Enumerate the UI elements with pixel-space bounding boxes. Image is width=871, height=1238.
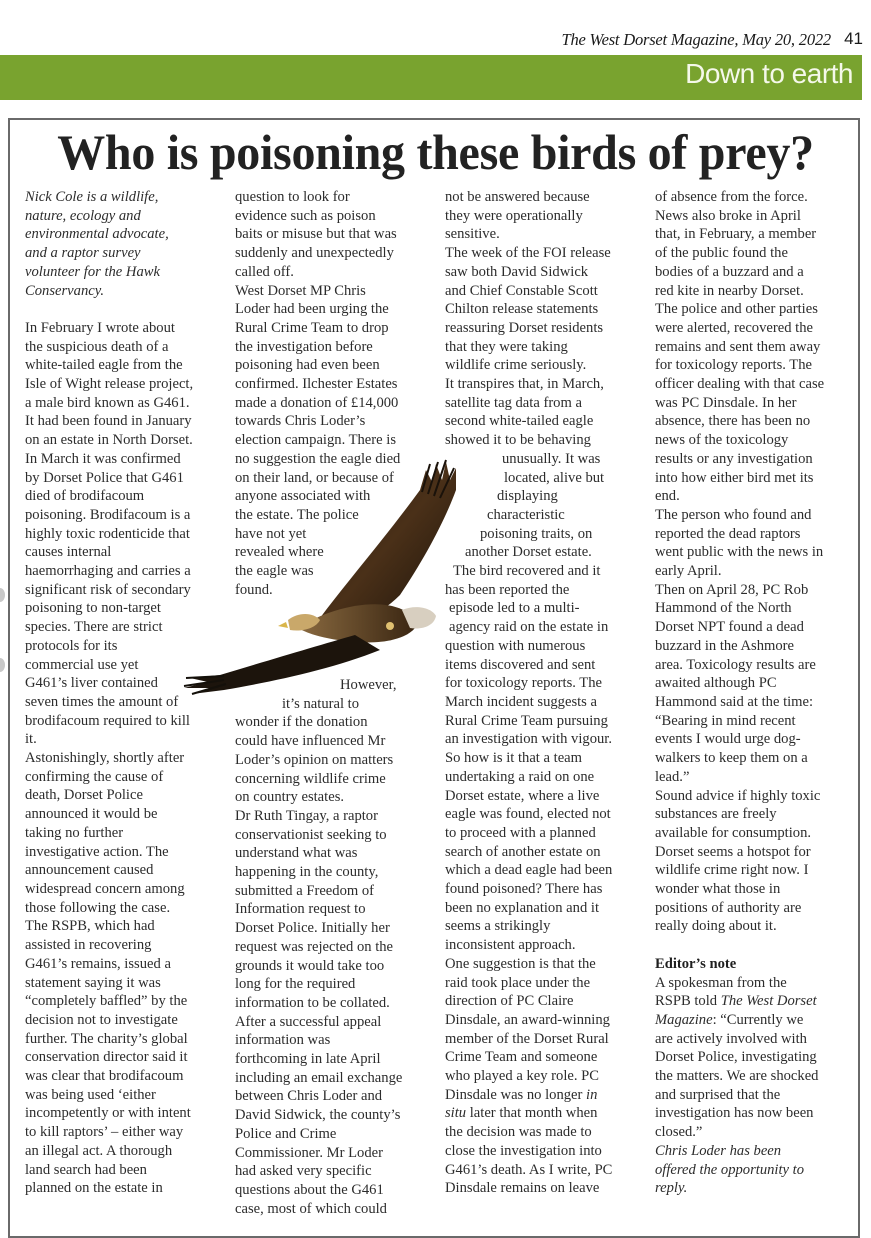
text-line: G461’s death. As I write, PC xyxy=(445,1161,613,1178)
text-line: it. xyxy=(25,731,37,748)
text-line: had asked very specific xyxy=(235,1163,372,1180)
text-line: Hammond said at the time: xyxy=(655,693,814,710)
text-line: the eagle was xyxy=(235,563,314,580)
text-line: forthcoming in late April xyxy=(235,1051,381,1068)
text-line: News also broke in April xyxy=(655,207,801,224)
text-line: found poisoned? There has xyxy=(445,881,603,898)
column-2 xyxy=(235,188,437,599)
text-line: nature, ecology and xyxy=(25,207,141,224)
text-line: to kill raptors’ – either way xyxy=(25,1124,184,1141)
text-line: Chris Loder has been xyxy=(655,1142,782,1159)
in-situ-line: Dinsdale was no longer in xyxy=(445,1086,598,1103)
text-line: close the investigation into xyxy=(445,1142,602,1159)
text-line: Dorset estate, where a live xyxy=(445,787,600,804)
text-line: wonder if the donation xyxy=(235,714,368,731)
column-3-text-wrap xyxy=(445,450,647,637)
text-line: the matters. We are shocked xyxy=(655,1068,819,1085)
text-line: volunteer for the Hawk xyxy=(25,263,160,280)
text-line: officer dealing with that case xyxy=(655,376,825,393)
text-line: an illegal act. A thorough xyxy=(25,1142,173,1159)
text-line: commercial use yet xyxy=(25,656,139,673)
text-line: reassuring Dorset residents xyxy=(445,319,604,336)
text-line: investigation has now been xyxy=(655,1105,814,1122)
text-line: to proceed with a planned xyxy=(445,824,596,841)
text-line: statement saying it was xyxy=(25,974,161,991)
text-line: “completely baffled” by the xyxy=(25,993,188,1010)
text-line: It transpires that, in March, xyxy=(445,376,604,393)
text-line: on their land, or because of xyxy=(235,469,394,486)
text-line: made a donation of £14,000 xyxy=(235,394,399,411)
text-line: brodifacoum required to kill xyxy=(25,712,190,729)
column-2-text-bottom xyxy=(235,676,437,1218)
text-line: undertaking a raid on one xyxy=(445,768,595,785)
column-3-text-end xyxy=(445,1123,647,1198)
text-line: Dorset seems a hotspot for xyxy=(655,843,811,860)
text-line: which a dead eagle had been xyxy=(445,862,613,879)
text-line: was clear that brodifacoum xyxy=(25,1068,184,1085)
text-line: confirming the cause of xyxy=(25,768,164,785)
text-line: and Chief Constable Scott xyxy=(445,282,598,299)
text-line: baits or misuse but that was xyxy=(235,226,397,243)
text-line: saw both David Sidwick xyxy=(445,263,589,280)
text-line: search of another estate on xyxy=(445,843,601,860)
text-line: incompetently or with intent xyxy=(25,1105,191,1122)
editors-note-line: Magazine: “Currently we xyxy=(655,1011,804,1028)
text-line: walkers to keep them on a xyxy=(655,750,808,767)
text-line: that they were taking xyxy=(445,338,568,355)
text-line: request was rejected on the xyxy=(235,938,394,955)
column-2-lower xyxy=(235,676,437,1218)
text-line: and a raptor survey xyxy=(25,245,141,262)
text-line: towards Chris Loder’s xyxy=(235,413,366,430)
text-line: information was xyxy=(235,1032,331,1049)
text-line: and surprised that the xyxy=(655,1086,781,1103)
text-line: wildlife crime seriously. xyxy=(445,357,587,374)
text-line: poisoning. Brodifacoum is a xyxy=(25,506,191,523)
text-line: Dorset Police. Initially her xyxy=(235,920,390,937)
text-line: buzzard in the Ashmore xyxy=(655,637,795,654)
text-line: happening in the county, xyxy=(235,864,379,881)
text-line: it’s natural to xyxy=(282,695,360,712)
text-line: In March it was confirmed xyxy=(25,450,181,467)
page-number: 41 xyxy=(844,29,863,48)
text-line: results or any investigation xyxy=(655,450,813,467)
text-line: causes internal xyxy=(25,544,112,561)
text-line: grounds it would take too xyxy=(235,957,385,974)
text-line: The person who found and xyxy=(655,506,812,523)
text-line: including an email exchange xyxy=(235,1069,403,1086)
text-line: member of the Dorset Rural xyxy=(445,1030,609,1047)
text-line: satellite tag data from a xyxy=(445,394,582,411)
text-line: direction of PC Claire xyxy=(445,993,574,1010)
text-line: reported the dead raptors xyxy=(655,525,801,542)
text-line: into how either bird met its xyxy=(655,469,814,486)
column-4-text xyxy=(655,188,855,936)
text-line: revealed where xyxy=(235,544,324,561)
text-line: for toxicology reports. The xyxy=(445,675,602,692)
text-line: Loder had been urging the xyxy=(235,301,389,318)
text-line: white-tailed eagle from the xyxy=(25,357,183,374)
text-line: question with numerous xyxy=(445,637,586,654)
text-line: land search had been xyxy=(25,1161,147,1178)
text-line: confirmed. Ilchester Estates xyxy=(235,376,398,393)
text-line: the decision was made to xyxy=(445,1124,592,1141)
text-line: on country estates. xyxy=(235,789,345,806)
text-line: question to look for xyxy=(235,189,350,205)
text-line: events I would urge dog- xyxy=(655,731,801,748)
column-3-text-bottom xyxy=(445,637,647,1086)
text-line: further. The charity’s global xyxy=(25,1030,188,1047)
text-line: eagle was found, elected not xyxy=(445,806,611,823)
text-line: not be answered because xyxy=(445,189,590,205)
text-line: Nick Cole is a wildlife, xyxy=(25,189,159,205)
text-line: are actively involved with xyxy=(655,1030,807,1047)
text-line: After a successful appeal xyxy=(235,1013,382,1030)
text-line: called off. xyxy=(235,263,294,280)
text-line: poisoning traits, on xyxy=(480,525,593,542)
text-line: Conservancy. xyxy=(25,282,105,299)
text-line: of the public found the xyxy=(655,245,788,262)
column-3 xyxy=(445,188,647,1198)
text-line: The RSPB, which had xyxy=(25,918,155,935)
text-line: awaited although PC xyxy=(655,675,777,692)
text-line: assisted in recovering xyxy=(25,937,152,954)
column-4 xyxy=(655,188,855,1198)
text-line: G461’s remains, issued a xyxy=(25,955,171,972)
text-line: characteristic xyxy=(487,506,565,523)
text-line: concerning wildlife crime xyxy=(235,770,386,787)
editors-note-text xyxy=(655,1030,855,1142)
text-line: understand what was xyxy=(235,845,358,862)
text-line: Dr Ruth Tingay, a raptor xyxy=(235,807,378,824)
text-line: sensitive. xyxy=(445,226,500,243)
text-line: highly toxic rodenticide that xyxy=(25,525,190,542)
text-line: widespread concern among xyxy=(25,881,185,897)
text-line: investigative action. The xyxy=(25,843,169,860)
editors-note-heading: Editor’s note xyxy=(655,955,737,972)
text-line: the investigation before xyxy=(235,338,373,355)
text-line: Astonishingly, shortly after xyxy=(25,750,185,767)
text-line: planned on the estate in xyxy=(25,1180,163,1197)
editors-note-reply xyxy=(655,1142,855,1198)
text-line: went public with the news in xyxy=(655,544,824,561)
text-line: submitted a Freedom of xyxy=(235,882,375,899)
text-line: announcement caused xyxy=(25,862,154,879)
editors-note-line: RSPB told The West Dorset xyxy=(655,993,817,1010)
text-line: positions of authority are xyxy=(655,899,802,916)
text-line: decision not to investigate xyxy=(25,1011,178,1028)
text-line: substances are freely xyxy=(655,806,777,823)
text-line: announced it would be xyxy=(25,806,158,823)
text-line: were alerted, recovered the xyxy=(655,319,813,336)
text-line: early April. xyxy=(655,563,722,580)
text-line: those following the case. xyxy=(25,899,171,916)
text-line: red kite in nearby Dorset. xyxy=(655,282,804,299)
text-line: Chilton release statements xyxy=(445,301,599,318)
text-line: Then on April 28, PC Rob xyxy=(655,581,809,598)
text-line: who played a key role. PC xyxy=(445,1068,600,1085)
text-line: David Sidwick, the county’s xyxy=(235,1107,401,1124)
text-line: no suggestion the eagle died xyxy=(235,450,401,467)
text-line: haemorrhaging and carries a xyxy=(25,563,191,580)
text-line: protocols for its xyxy=(25,637,118,654)
text-line: located, alive but xyxy=(504,469,605,486)
text-line: been no explanation and it xyxy=(445,899,599,916)
text-line: news of the toxicology xyxy=(655,432,789,449)
text-line: on an estate in North Dorset. xyxy=(25,432,193,449)
text-line: reply. xyxy=(655,1180,688,1197)
text-line: the estate. The police xyxy=(235,506,359,523)
column-2-text-top xyxy=(235,188,437,599)
text-line: items discovered and sent xyxy=(445,656,596,673)
text-line: Police and Crime xyxy=(235,1125,337,1142)
text-line: Dorset NPT found a dead xyxy=(655,619,804,636)
text-line: the suspicious death of a xyxy=(25,338,169,355)
text-line: showed it to be behaving xyxy=(445,432,591,449)
text-line: Commissioner. Mr Loder xyxy=(235,1144,383,1161)
text-line: a male bird known as G461. xyxy=(25,394,190,411)
text-line: In February I wrote about xyxy=(25,319,175,336)
text-line: anyone associated with xyxy=(235,488,371,505)
text-line: The week of the FOI release xyxy=(445,245,611,262)
column-3-text-top xyxy=(445,188,647,450)
section-label: Down to earth xyxy=(685,58,853,89)
text-line: Dinsdale remains on leave xyxy=(445,1180,600,1197)
text-line: remains and sent them away xyxy=(655,338,821,355)
text-line: Dinsdale, an award-winning xyxy=(445,1011,610,1028)
text-line: an investigation with vigour. xyxy=(445,731,613,748)
publication-line: The West Dorset Magazine, May 20, 2022 xyxy=(561,30,831,49)
text-line: seven times the amount of xyxy=(25,693,179,710)
article-headline: Who is poisoning these birds of prey? xyxy=(57,124,814,180)
text-line: has been reported the xyxy=(445,581,570,598)
text-line: taking no further xyxy=(25,824,124,841)
text-line: end. xyxy=(655,488,680,505)
text-line: second white-tailed eagle xyxy=(445,413,594,430)
text-line: case, most of which could xyxy=(235,1200,387,1217)
text-line: conservationist seeking to xyxy=(235,826,387,843)
text-line: species. There are strict xyxy=(25,619,163,636)
text-line: environmental advocate, xyxy=(25,226,169,243)
text-line: election campaign. There is xyxy=(235,432,397,449)
text-line: Dorset Police, investigating xyxy=(655,1049,817,1066)
text-line: raid took place under the xyxy=(445,974,591,991)
text-line: bodies of a buzzard and a xyxy=(655,263,804,280)
text-line: Isle of Wight release project, xyxy=(25,376,194,393)
text-line: offered the opportunity to xyxy=(655,1161,805,1178)
text-line: Hammond of the North xyxy=(655,600,792,617)
text-line: absence, there has been no xyxy=(655,413,811,430)
text-line: West Dorset MP Chris xyxy=(235,282,366,299)
text-line: could have influenced Mr xyxy=(235,733,386,750)
text-line: of absence from the force. xyxy=(655,189,808,205)
text-line: lead.” xyxy=(655,768,690,785)
text-line: died of brodifacoum xyxy=(25,488,145,505)
text-line: was being used ‘either xyxy=(25,1086,156,1103)
text-line: Crime Team and someone xyxy=(445,1049,598,1066)
text-line: that, in February, a member xyxy=(655,226,817,243)
text-line: between Chris Loder and xyxy=(235,1088,383,1105)
text-line: However, xyxy=(340,677,397,693)
in-situ-line-2: situ later that month when xyxy=(445,1105,598,1122)
text-line: The bird recovered and it xyxy=(453,563,601,580)
text-line: suddenly and unexpectedly xyxy=(235,245,394,262)
text-line: available for consumption. xyxy=(655,824,812,841)
text-line: closed.” xyxy=(655,1124,703,1141)
column-1 xyxy=(25,188,225,1198)
text-line: really doing about it. xyxy=(655,918,777,935)
text-line: Rural Crime Team pursuing xyxy=(445,712,608,729)
text-line: found. xyxy=(235,581,273,598)
text-line: Rural Crime Team to drop xyxy=(235,319,389,336)
text-line: displaying xyxy=(497,488,558,505)
text-line: significant risk of secondary xyxy=(25,581,191,598)
text-line: agency raid on the estate in xyxy=(449,619,609,636)
text-line: One suggestion is that the xyxy=(445,955,596,972)
text-line: unusually. It was xyxy=(502,450,601,467)
text-line: G461’s liver contained xyxy=(25,675,158,692)
text-line: conservation director said it xyxy=(25,1049,188,1066)
text-line: long for the required xyxy=(235,976,356,993)
text-line: for toxicology reports. The xyxy=(655,357,812,374)
text-line: It had been found in January xyxy=(25,413,192,430)
text-line: inconsistent approach. xyxy=(445,937,576,954)
text-line: wonder what those in xyxy=(655,881,781,898)
text-line: The police and other parties xyxy=(655,301,818,318)
section-banner xyxy=(0,55,862,100)
text-line: have not yet xyxy=(235,525,307,542)
edge-dot xyxy=(0,588,5,602)
text-line: another Dorset estate. xyxy=(465,544,592,561)
text-line: Information request to xyxy=(235,901,366,918)
column-1-text xyxy=(25,319,225,1198)
text-line: March incident suggests a xyxy=(445,693,597,710)
text-line: wildlife crime right now. I xyxy=(655,862,809,879)
author-bio xyxy=(25,188,225,300)
text-line: poisoning had even been xyxy=(235,357,380,374)
text-line: Sound advice if highly toxic xyxy=(655,787,821,804)
edge-dot xyxy=(0,658,5,672)
text-line: “Bearing in mind recent xyxy=(655,712,796,729)
text-line: poisoning to non-target xyxy=(25,600,161,617)
text-line: death, Dorset Police xyxy=(25,787,143,804)
text-line: area. Toxicology results are xyxy=(655,656,816,673)
text-line: by Dorset Police that G461 xyxy=(25,469,184,486)
text-line: evidence such as poison xyxy=(235,207,376,224)
text-line: So how is it that a team xyxy=(445,750,583,767)
text-line: Loder’s opinion on matters xyxy=(235,751,394,768)
text-line: was PC Dinsdale. In her xyxy=(655,394,797,411)
text-line: they were operationally xyxy=(445,207,583,224)
text-line: information to be collated. xyxy=(235,994,390,1011)
text-line: questions about the G461 xyxy=(235,1181,384,1198)
text-line: seems a strikingly xyxy=(445,918,551,935)
text-line: episode led to a multi- xyxy=(449,600,580,617)
editors-note-line: A spokesman from the xyxy=(655,974,787,991)
